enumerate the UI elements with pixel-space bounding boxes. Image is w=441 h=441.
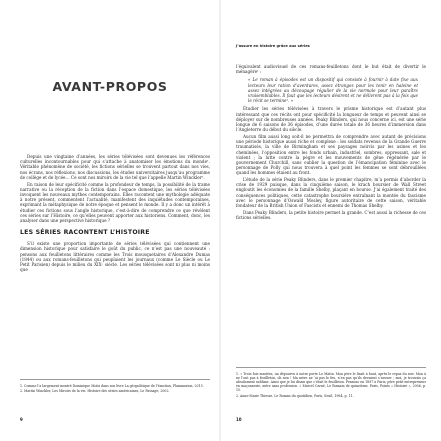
body-paragraph: Étudier les séries télévisées à travers le prisme historique est d’autant plus intéressant que ces récits ont pour spécificité la longueur de temps et peuvent ainsi se déployer sur de nombreuses années. Peaky Blinders, qui nous concerne ici, est une série longue de 6 saisons de 36 épisodes, d’une durée totale de 36 heures d’immersion dans l’Angleterre du début du siècle. (236, 106, 426, 133)
left-page-body (20, 154, 210, 272)
body-paragraph: Depuis une vingtaine d’années, les séries télévisées sont devenues les références culturelles incontournables pour qui s’attache à anatomiser les émotions du monde¹. Véritable phénomène de société, les fictions sérielles se trouvent partout dans nos vies, nos écrans, nos réflexions, nos discussions, les études universitaires jusqu’au programme de collège et de lycée… Ce sont nos miroirs de la vie tel que l’appelle Martin Winckler². (20, 154, 210, 180)
right-page-body (236, 64, 426, 220)
footnotes (236, 367, 426, 399)
block-quote: « Le roman à épisodes est un dispositif qui consiste à fournir à date fixe aux lecteurs leur ration d’aventures, assez étranges pour les tenir en haleine et assez intégrées au découpage régulier de la vie normale pour leur paraître vraisemblables. Il faut que les lecteurs désirent et ne délivrent pas à la fois que le récit se termine². » (248, 77, 418, 104)
body-paragraph: Dans Peaky Blinders, la petite histoire permet la grande. C’est aussi la richesse de ces fictions sérielles. (236, 209, 426, 220)
body-paragraph: En raison de leur spécificité comme la profondeur de temps, la possibilité de la trame narrative ou la réception de la fiction dans l’espace domestique, les séries télévisées invoquent les nouveaux mythes contemporains. Elles racontent une mythologie adéquate à notre présent, commentent l’actualité, manifestent des inquiétudes contemporaines, exprimant la métaphysique de notre époque et pensent le monde. Il y a donc un intérêt à étudier ces fictions sous l’angle historique, c’est-à-dire de comprendre ce que révèlent ces séries sur l’Histoire, ce qu’elles peuvent apporter aux historiens. Comment, donc, les analyser dans une perspective historique ? (20, 181, 210, 223)
footnote: 2. Anne-Marie Thiesse, Le Roman du quotidien, Paris, Seuil, 1984, p. 11. (236, 393, 354, 398)
footnote: 1. « Trois fois mariées, un dépourvu à notre porte Le Matin. Mon père le lisait à haut, après le repas du soir. Mon à ne l’ont pas à feuilleton, oh non ! Ma mère ne ‘ai pas le feu, n’en pas qu’ils devaient s’avouer ; moi, je trouvais ça absolument sublime. Ainsi que je lui disais que c’était le feuilleton. Pensons en 1897 à Paris, père petit entrepreneur en maçonnerie, mère sans profession. » Marcel Carné, Le Romain de quinzième, Paris, Points « Histoire », 2006, p. 15. (236, 372, 426, 393)
body-paragraph: Aucun film aussi long soit-il ne permettra de comprendre avec autant de précisions une période historique aussi riche et complexe : les soldats revenus de la Grande Guerre traumatisés, la ville de Birmingham et ses paysages noircis par les usines et les cheminées, l’opposition entre les fonds urbain, industriel, sombres, oppressant, sale et violent ; la lutte contre la pègre et les mouvements de gêne régénérée par le gouvernement Churchill, sans oublier la question de l’émancipation féminine avec le personnage de Polly qui nous trouvera à quel point les femmes se sont débrouillées quand les hommes étaient au front. (236, 133, 426, 176)
body-paragraph: L’étude de la série Peaky Blinders, dans le premier chapitre, m’a permis d’aborder la crise de 1929 puisque, dans la cinquième saison, le krach boursier de Wall Street engloutit les économies de la famille Shelby, plaçant en bourse. J’ai également traité des conséquences politiques, cette catastrophe boursière entraînant la montée du fascisme avec le personnage d’Oswald Mosley, figure autoritaire de cette saison, véritable fondateur de la British Union of Fascists et ennemi de Thomas Shelby. (236, 177, 426, 209)
right-page (221, 0, 441, 441)
running-head: J’assure en histoire grâce aux séries (236, 44, 310, 48)
left-page (0, 0, 220, 441)
footnote: 1. Comme l’a largement montré Dominique Moïsi dans son livre La géopolitique de l’émotion, Flammarion, 2015. (20, 384, 204, 388)
footnotes (20, 379, 210, 395)
section-heading: LES SÉRIES RACONTENT L’HISTOIRE (20, 229, 150, 237)
page-number: 9 (20, 417, 23, 422)
body-paragraph: S’il existe une proportion importante de séries télévisées qui contiennent une dimension historique pour satisfaire le goût du public, ce n’est pas une nouveauté : pensons aux feuilletons littéraires comme les Trois mousquetaires d’Alexandre Dumas (1844) ou aux romans-feuilletons qui peuplaient les journaux (comme Le Siècle ou Le Petit Parisien) depuis le milieu du XIXᵉ siècle. Les séries télévisées sont ni plus ni moins que (20, 241, 210, 273)
page-number: 10 (236, 417, 242, 422)
footnote: 2. Martin Winckler, Les Miroirs de la vie. Histoire des séries américaines, Le Passage, 2002. (20, 389, 170, 394)
body-paragraph: l’équivalent audiovisuel de ces romans-feuilletons dont le but était de divertir le ménagère¹ : (236, 64, 426, 75)
chapter-title: AVANT-PROPOS (52, 79, 168, 94)
